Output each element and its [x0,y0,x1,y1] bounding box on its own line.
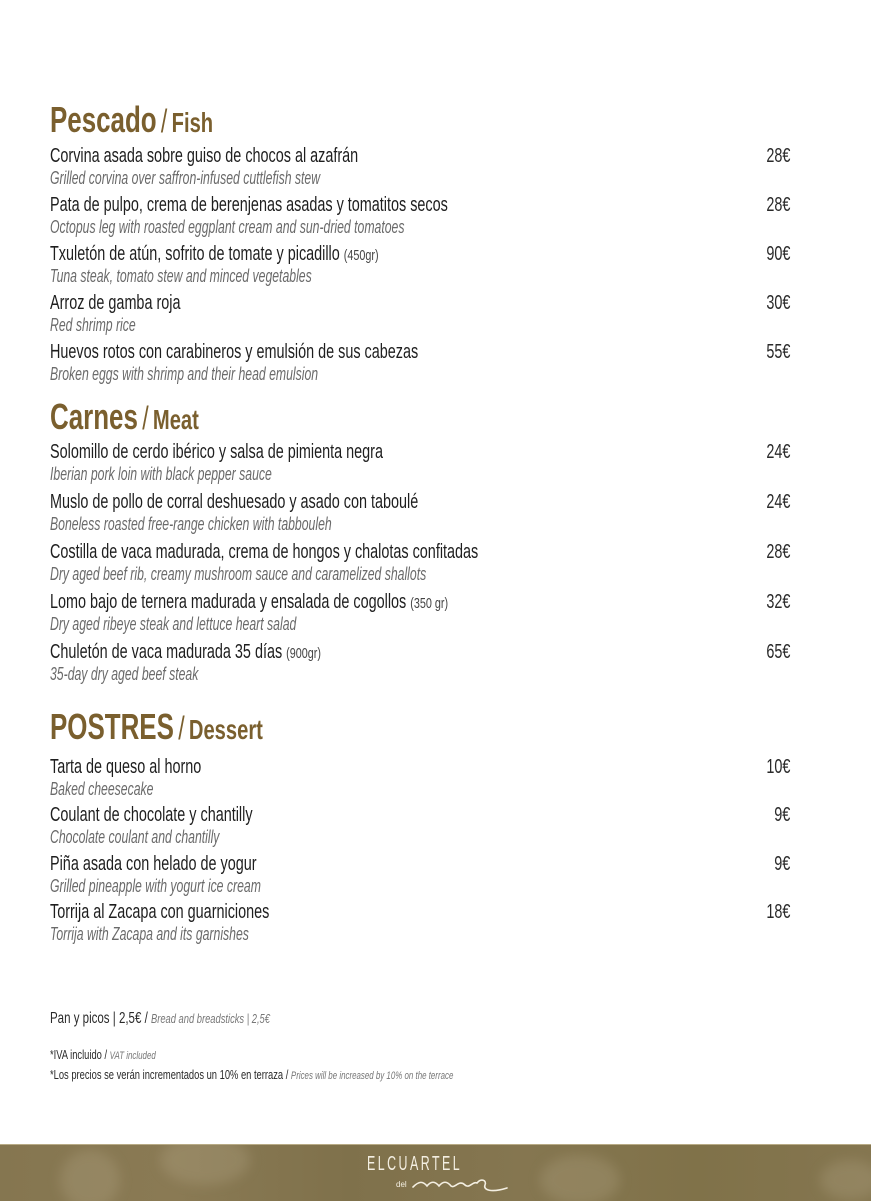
section-title-dessert [50,706,263,747]
bread-note-es: Pan y picos | 2,5€ / [50,1010,148,1027]
item-description: Grilled pineapple with yogurt ice cream [50,876,261,896]
item-price: 18€ [765,901,790,923]
item-description: Tuna steak, tomato stew and minced vegetables [50,266,312,286]
section-title-en: Meat [152,404,199,435]
menu-item [50,641,790,685]
item-name: Solomillo de cerdo ibérico y salsa de pimienta negra [50,441,383,463]
section-title-en: Dessert [188,714,263,745]
section-title-meat [50,396,199,437]
item-price: 10€ [765,756,790,778]
item-name: Txuletón de atún, sofrito de tomate y picadillo (450gr) [50,243,379,265]
item-name: Chuletón de vaca madurada 35 días (900gr) [50,641,321,663]
item-price: 28€ [765,541,790,563]
brand-name: ELCUARTEL [367,1153,463,1175]
item-weight: (900gr) [286,645,321,662]
item-price: 24€ [765,441,790,463]
menu-item [50,853,790,897]
menu-item [50,341,790,385]
item-description: Dry aged ribeye steak and lettuce heart salad [50,614,297,634]
item-price: 65€ [765,641,790,663]
brand-sub: del [396,1180,407,1189]
item-name: Coulant de chocolate y chantilly [50,804,253,826]
bread-note [50,1010,270,1028]
item-name: Huevos rotos con carabineros y emulsión de sus cabezas [50,341,419,363]
section-title-fish [50,99,214,140]
texture-spot [540,1155,620,1201]
item-description: Torrija with Zacapa and its garnishes [50,924,249,944]
item-description: Dry aged beef rib, creamy mushroom sauce and caramelized shallots [50,564,427,584]
item-name: Arroz de gamba roja [50,292,181,314]
item-price: 9€ [773,804,790,826]
vat-note-en: VAT included [109,1050,156,1062]
item-weight: (450gr) [343,247,379,264]
menu-item [50,145,790,189]
menu-item [50,292,790,336]
menu-item [50,491,790,535]
item-name: Costilla de vaca madurada, crema de hongos y chalotas confitadas [50,541,479,563]
section-title-es: POSTRES [50,706,174,747]
item-description: Boneless roasted free-range chicken with tabbouleh [50,514,332,534]
brand-logo [367,1153,507,1197]
terrace-note-en: Prices will be increased by 10% on the terrace [290,1070,454,1082]
item-price: 90€ [765,243,790,265]
item-name: Muslo de pollo de corral deshuesado y asado con taboulé [50,491,419,513]
menu-item [50,756,790,800]
item-price: 30€ [765,292,790,314]
menu-item [50,441,790,485]
item-price: 28€ [765,145,790,167]
vat-note-es: *IVA incluido / [50,1047,108,1062]
menu-item [50,243,790,287]
item-weight: (350 gr) [410,595,449,612]
section-title-es: Carnes [50,396,138,437]
item-description: Red shrimp rice [50,315,136,335]
wave-script-icon [411,1175,511,1197]
item-description: 35-day dry aged beef steak [50,664,199,684]
terrace-note [50,1067,453,1082]
item-price: 24€ [765,491,790,513]
item-name: Tarta de queso al horno [50,756,202,778]
item-description: Chocolate coulant and chantilly [50,827,220,847]
terrace-note-es: *Los precios se verán incrementados un 10% en terraza / [50,1067,289,1082]
menu-item [50,901,790,945]
menu-item [50,194,790,238]
footer-band [0,1144,871,1201]
texture-spot [820,1160,871,1200]
item-price: 9€ [773,853,790,875]
section-title-en: Fish [171,107,214,138]
section-title-es: Pescado [50,99,157,140]
item-name: Pata de pulpo, crema de berenjenas asadas y tomatitos secos [50,194,448,216]
menu-item [50,541,790,585]
item-description: Baked cheesecake [50,779,154,799]
vat-note [50,1047,156,1062]
menu-item [50,804,790,848]
item-name: Torrija al Zacapa con guarniciones [50,901,270,923]
item-description: Broken eggs with shrimp and their head emulsion [50,364,319,384]
item-description: Iberian pork loin with black pepper sauce [50,464,272,484]
item-description: Grilled corvina over saffron-infused cuttlefish stew [50,168,321,188]
item-name: Piña asada con helado de yogur [50,853,257,875]
item-price: 32€ [765,591,790,613]
item-name: Lomo bajo de ternera madurada y ensalada de cogollos (350 gr) [50,591,449,613]
texture-spot [160,1144,250,1185]
menu-item [50,591,790,635]
section-separator: / [160,103,168,139]
texture-spot [60,1150,120,1201]
section-separator: / [178,710,185,746]
item-description: Octopus leg with roasted eggplant cream and sun-dried tomatoes [50,217,405,237]
section-separator: / [142,400,149,436]
bread-note-en: Bread and breadsticks | 2,5€ [150,1011,270,1026]
item-price: 55€ [765,341,790,363]
item-price: 28€ [765,194,790,216]
item-name: Corvina asada sobre guiso de chocos al azafrán [50,145,359,167]
